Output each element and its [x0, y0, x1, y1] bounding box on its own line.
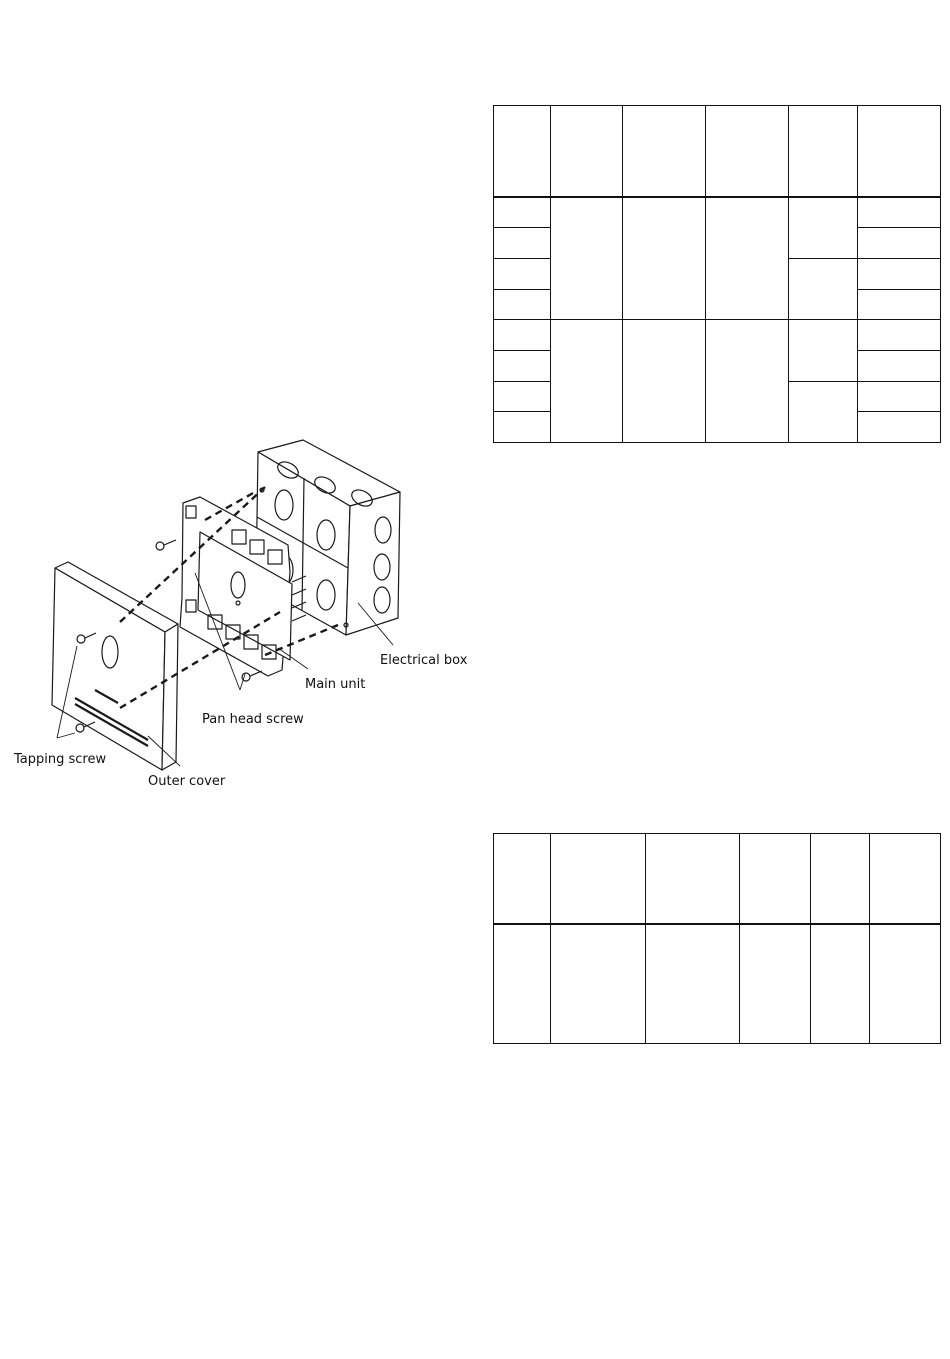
table-cell — [494, 197, 551, 228]
table-cell — [870, 834, 941, 924]
table-cell — [551, 320, 623, 443]
table-cell — [858, 259, 941, 290]
table-cell — [789, 106, 858, 197]
table-cell — [646, 924, 740, 1044]
table-cell — [858, 290, 941, 320]
table-cell — [858, 351, 941, 382]
table-cell — [494, 382, 551, 412]
table-cell — [494, 290, 551, 320]
table-cell — [551, 834, 646, 924]
label-pan-head-screw: Pan head screw — [202, 712, 304, 727]
table-cell — [858, 228, 941, 259]
table-cell — [811, 834, 870, 924]
table-cell — [494, 320, 551, 351]
table-cell — [706, 106, 789, 197]
table-row — [494, 320, 941, 351]
table-row — [494, 106, 941, 197]
table-cell — [494, 106, 551, 197]
spec-table-2 — [493, 833, 941, 1044]
table-cell — [789, 197, 858, 259]
label-tapping-screw: Tapping screw — [14, 752, 107, 767]
table-cell — [811, 924, 870, 1044]
table-cell — [646, 834, 740, 924]
installation-diagram — [0, 400, 470, 800]
table-cell — [858, 106, 941, 197]
table-cell — [551, 197, 623, 320]
table-cell — [623, 106, 706, 197]
table-cell — [858, 382, 941, 412]
table-cell — [551, 106, 623, 197]
spec-table-1 — [493, 105, 941, 443]
table-row — [494, 834, 941, 924]
table-row — [494, 924, 941, 1044]
table-row — [494, 197, 941, 228]
table-cell — [789, 382, 858, 443]
table-cell — [706, 197, 789, 320]
table-cell — [494, 924, 551, 1044]
table-cell — [858, 320, 941, 351]
table-cell — [494, 351, 551, 382]
label-electrical-box: Electrical box — [380, 653, 468, 668]
table-cell — [494, 259, 551, 290]
table-cell — [740, 834, 811, 924]
table-cell — [858, 412, 941, 443]
label-outer-cover: Outer cover — [148, 774, 226, 789]
table-cell — [551, 924, 646, 1044]
table-cell — [623, 197, 706, 320]
table-cell — [623, 320, 706, 443]
table-cell — [706, 320, 789, 443]
table-cell — [858, 197, 941, 228]
table-cell — [494, 228, 551, 259]
table-cell — [494, 834, 551, 924]
table-cell — [789, 320, 858, 382]
label-main-unit: Main unit — [305, 677, 366, 692]
table-cell — [740, 924, 811, 1044]
table-cell — [870, 924, 941, 1044]
table-cell — [494, 412, 551, 443]
table-cell — [789, 259, 858, 320]
outer-cover-icon — [52, 562, 178, 770]
